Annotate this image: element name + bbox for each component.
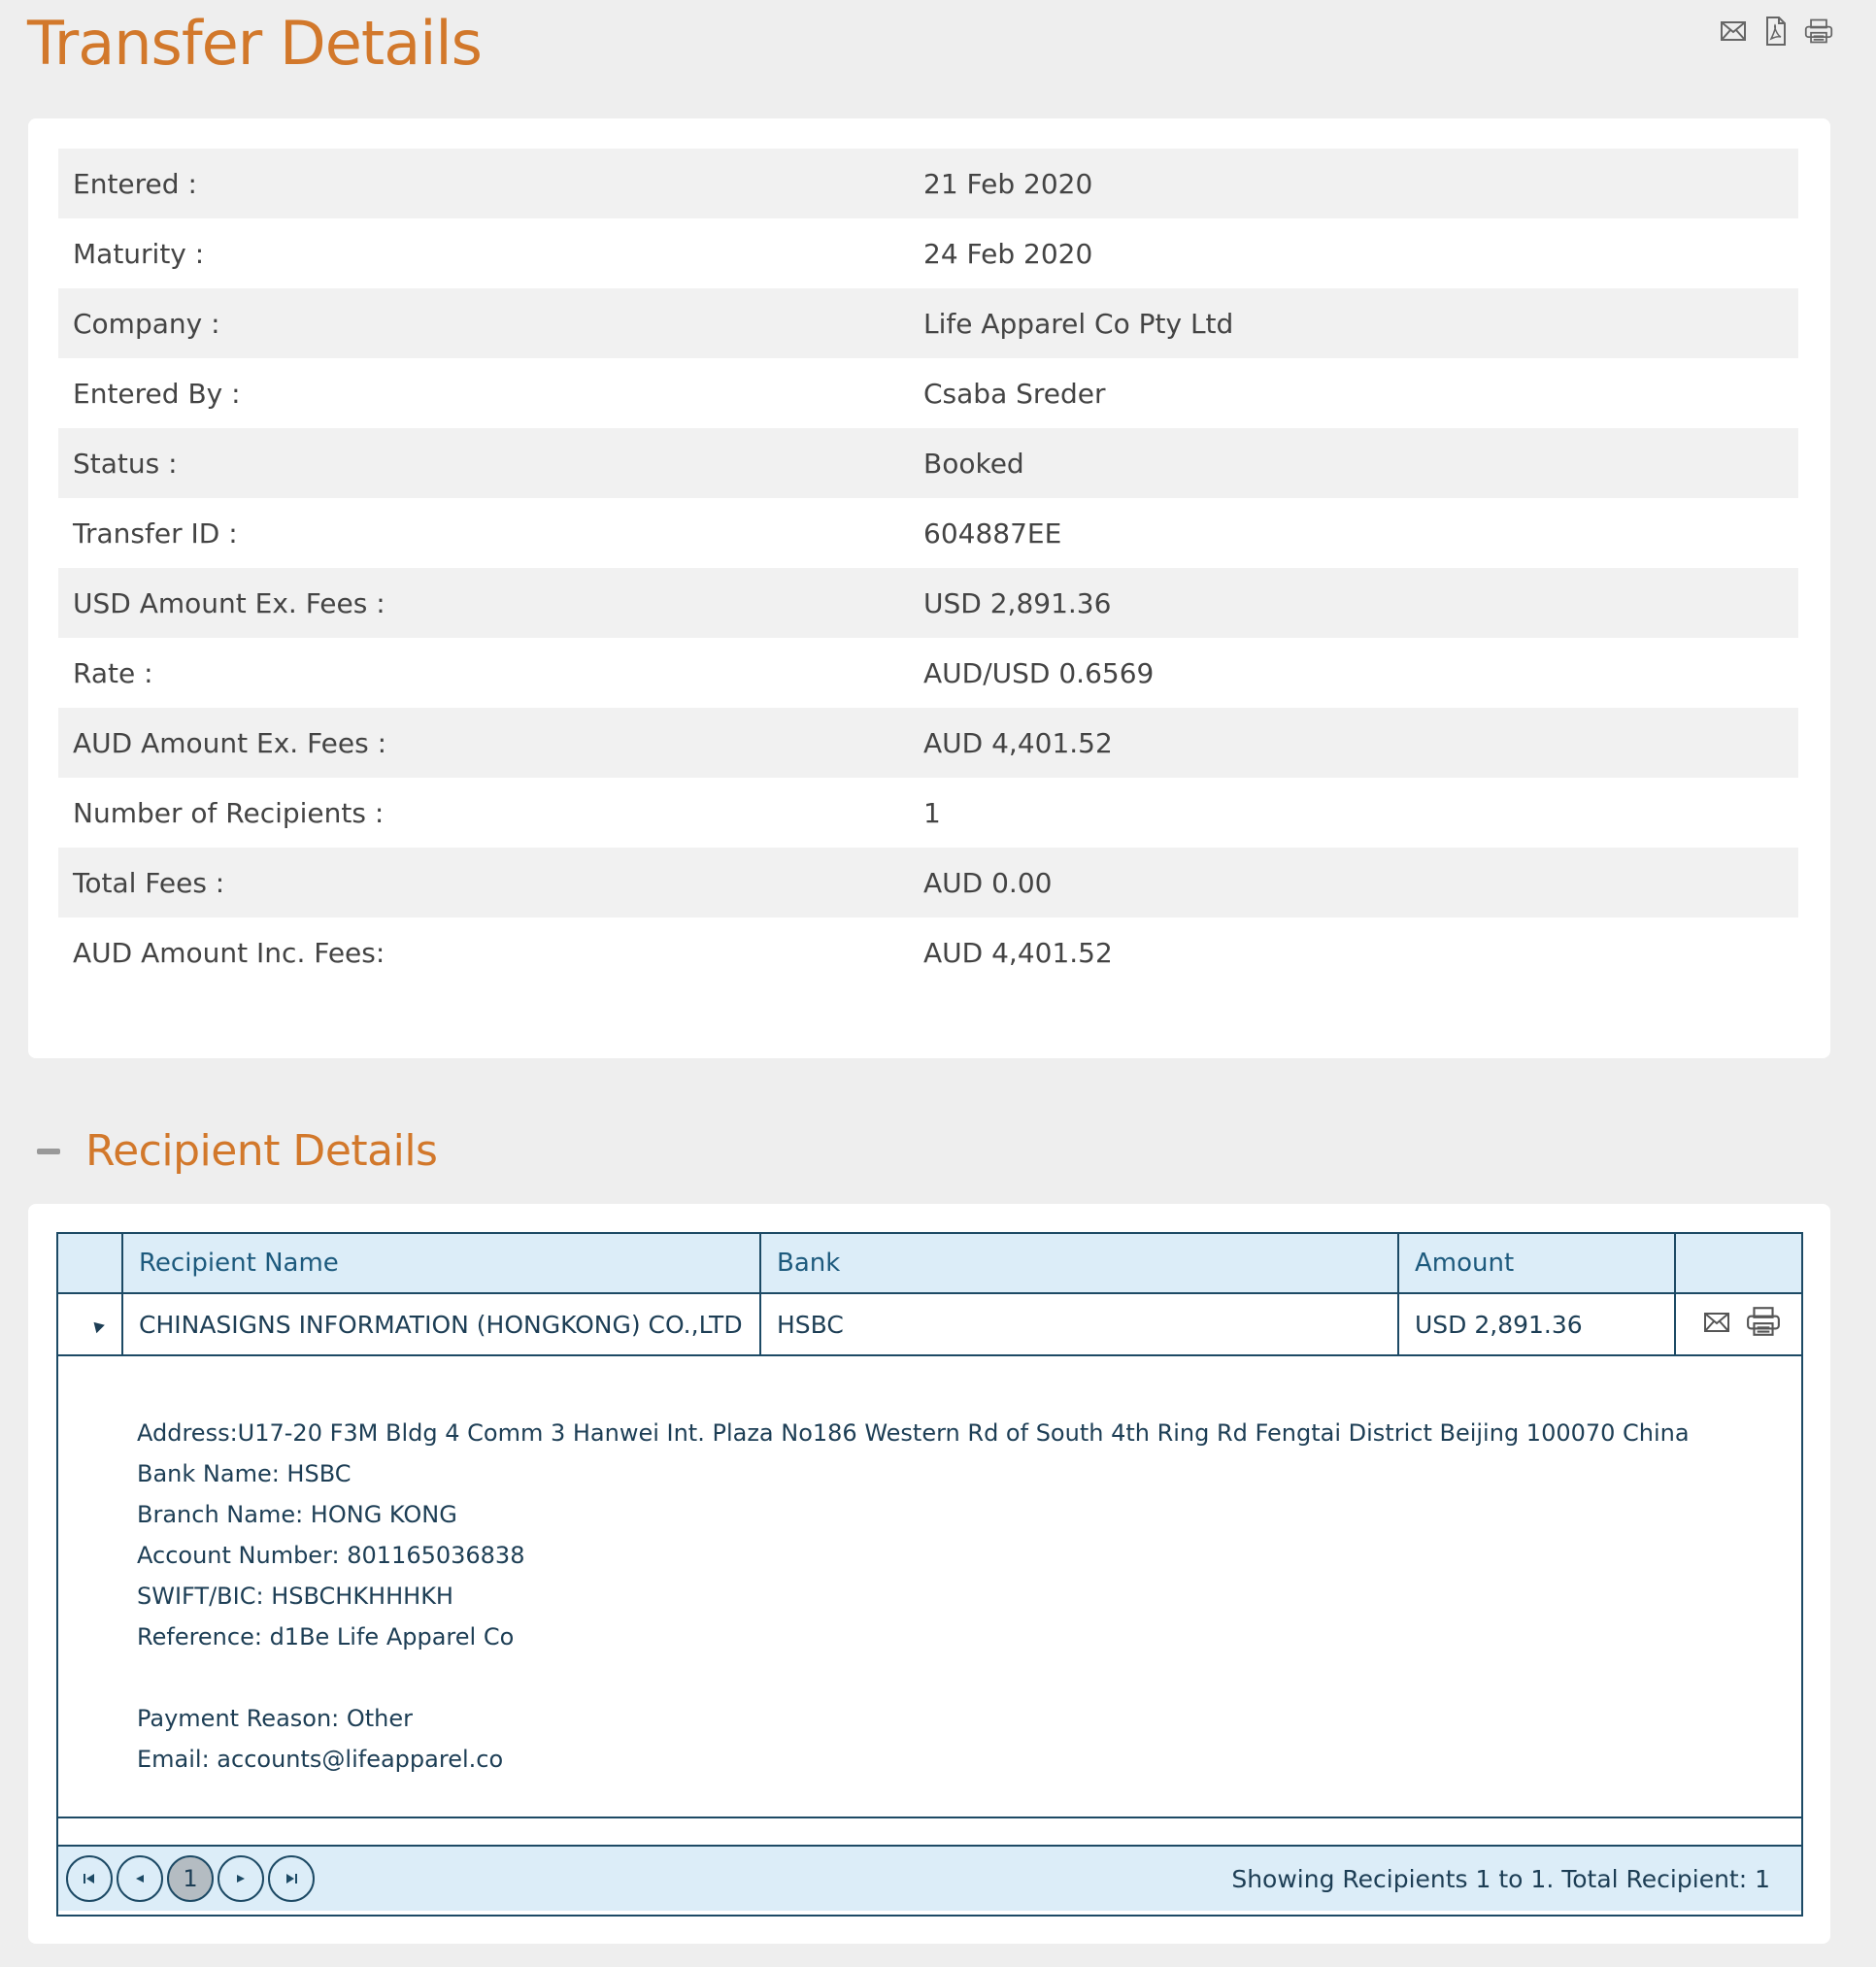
recipient-card (28, 1204, 1830, 1944)
detail-label: AUD Amount Ex. Fees : (73, 726, 387, 759)
recipient-detail-line: Reference: d1Be Life Apparel Co (137, 1623, 515, 1650)
next-page-button[interactable] (218, 1855, 264, 1902)
pager-info: Showing Recipients 1 to 1. Total Recipient: 1 (1231, 1864, 1770, 1893)
detail-label: Transfer ID : (73, 517, 238, 550)
recipient-detail-line: Payment Reason: Other (137, 1705, 414, 1732)
print-icon[interactable] (1804, 14, 1833, 49)
bank-cell: HSBC (761, 1294, 1399, 1354)
column-header-bank[interactable]: Bank (761, 1234, 1399, 1292)
detail-value: 604887EE (923, 517, 1062, 550)
detail-row (58, 778, 1798, 848)
detail-value: Csaba Sreder (923, 377, 1106, 410)
transfer-details-table (58, 149, 1798, 987)
table-row[interactable] (58, 1294, 1801, 1356)
toolbar (1719, 14, 1833, 49)
page-title: Transfer Details (27, 8, 482, 79)
detail-gap (137, 1657, 1801, 1698)
detail-row (58, 568, 1798, 638)
detail-value: 1 (923, 796, 941, 829)
spacer-row (58, 1818, 1801, 1847)
detail-value: Life Apparel Co Pty Ltd (923, 307, 1234, 340)
detail-label: Company : (73, 307, 220, 340)
detail-label: Maturity : (73, 237, 205, 270)
row-expand-cell (58, 1294, 123, 1354)
recipient-detail-line: Branch Name: HONG KONG (137, 1501, 457, 1528)
detail-row (58, 428, 1798, 498)
detail-row (58, 638, 1798, 708)
detail-value: AUD/USD 0.6569 (923, 656, 1155, 689)
detail-row (58, 149, 1798, 218)
recipient-detail-line: Account Number: 801165036838 (137, 1542, 525, 1569)
detail-label: Rate : (73, 656, 153, 689)
detail-label: USD Amount Ex. Fees : (73, 586, 385, 619)
detail-row (58, 708, 1798, 778)
detail-row (58, 218, 1798, 288)
detail-value: 21 Feb 2020 (923, 167, 1093, 200)
previous-page-button[interactable] (117, 1855, 163, 1902)
detail-value: AUD 4,401.52 (923, 726, 1113, 759)
detail-label: Entered : (73, 167, 197, 200)
detail-label: AUD Amount Inc. Fees: (73, 936, 385, 969)
detail-value: USD 2,891.36 (923, 586, 1112, 619)
recipient-detail-line: SWIFT/BIC: HSBCHKHHHKH (137, 1583, 453, 1610)
detail-value: AUD 0.00 (923, 866, 1053, 899)
print-icon[interactable] (1746, 1306, 1781, 1343)
column-header-amount[interactable]: Amount (1399, 1234, 1676, 1292)
recipient-detail-line: Email: accounts@lifeapparel.co (137, 1746, 504, 1773)
email-icon[interactable] (1719, 14, 1748, 49)
detail-label: Total Fees : (73, 866, 225, 899)
section-title: Recipient Details (85, 1126, 438, 1176)
detail-value: AUD 4,401.52 (923, 936, 1113, 969)
column-header-recipient-name[interactable]: Recipient Name (123, 1234, 761, 1292)
detail-row (58, 288, 1798, 358)
detail-label: Entered By : (73, 377, 241, 410)
pdf-icon[interactable] (1761, 14, 1791, 49)
recipient-section-header (37, 1126, 437, 1176)
detail-row (58, 848, 1798, 917)
detail-row (58, 498, 1798, 568)
pager-buttons (66, 1855, 315, 1902)
detail-value: Booked (923, 447, 1024, 480)
recipient-detail-panel (58, 1356, 1801, 1818)
pager (58, 1847, 1801, 1911)
detail-label: Status : (73, 447, 178, 480)
page-number-button[interactable]: 1 (167, 1855, 214, 1902)
transfer-details-card (28, 118, 1830, 1058)
email-icon[interactable] (1703, 1311, 1730, 1339)
grid-header (58, 1234, 1801, 1294)
recipient-detail-line: Address:U17-20 F3M Bldg 4 Comm 3 Hanwei Int. Plaza No186 Western Rd of South 4th Ring Rd Fengtai District Beijing 100070 China (137, 1419, 1690, 1447)
recipient-grid (56, 1232, 1803, 1917)
detail-label: Number of Recipients : (73, 796, 385, 829)
recipient-detail-line: Bank Name: HSBC (137, 1460, 352, 1487)
row-actions-cell (1676, 1294, 1801, 1354)
expand-column-header (58, 1234, 123, 1292)
recipient-name-cell: CHINASIGNS INFORMATION (HONGKONG) CO.,LTD (123, 1294, 761, 1354)
first-page-button[interactable] (66, 1855, 113, 1902)
last-page-button[interactable] (268, 1855, 315, 1902)
detail-row (58, 917, 1798, 987)
detail-row (58, 358, 1798, 428)
collapse-toggle-icon[interactable] (37, 1149, 60, 1154)
amount-cell: USD 2,891.36 (1399, 1294, 1676, 1354)
expand-triangle-icon[interactable] (89, 1318, 105, 1334)
detail-value: 24 Feb 2020 (923, 237, 1093, 270)
actions-column-header (1676, 1234, 1801, 1292)
